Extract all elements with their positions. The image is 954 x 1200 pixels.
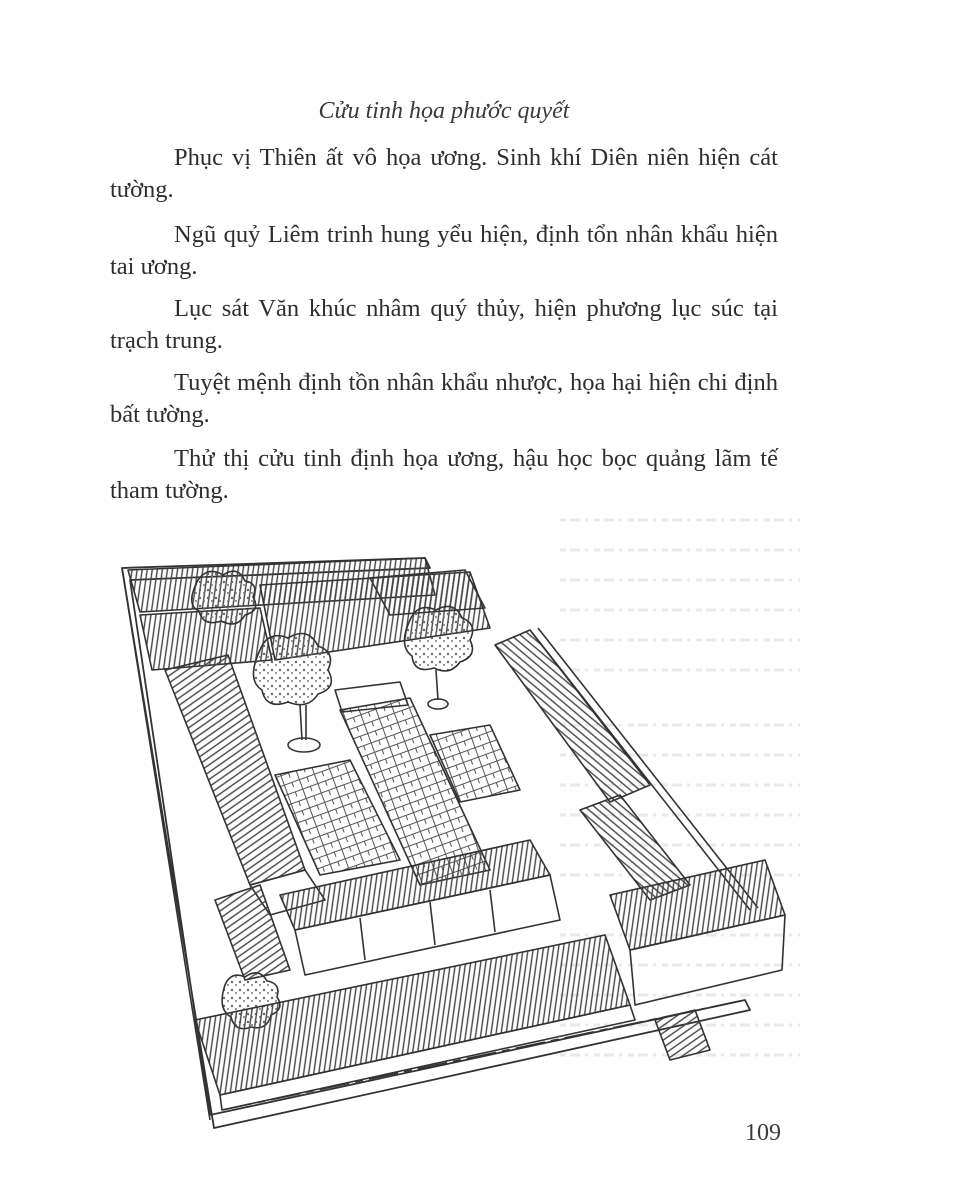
verse-paragraph-3: Lục sát Văn khúc nhâm quý thủy, hiện phương lục súc tại trạch trung. [110, 295, 778, 354]
verse-paragraph-2: Ngũ quỷ Liêm trinh hung yểu hiện, định tổn nhân khẩu hiện tai ương. [110, 221, 778, 280]
tree-court-left [253, 634, 331, 753]
section-heading: Cửu tinh họa phước quyết [318, 98, 570, 124]
left-wing-lower-roof [215, 885, 290, 980]
right-wing-roof [495, 630, 650, 802]
verse-paragraph-4: Tuyệt mệnh định tồn nhân khẩu nhược, họa hại hiện chi định bất tường. [110, 369, 778, 428]
page-number: 109 [745, 1120, 781, 1146]
tree-court-right [404, 606, 472, 709]
courtyard-house-illustration [110, 540, 810, 1130]
verse-paragraph-5: Thử thị cửu tinh định họa ương, hậu học bọc quảng lãm tế tham tường. [110, 445, 778, 504]
verse-paragraph-1: Phục vị Thiên ất vô họa ương. Sinh khí Diên niên hiện cát tường. [110, 144, 778, 203]
